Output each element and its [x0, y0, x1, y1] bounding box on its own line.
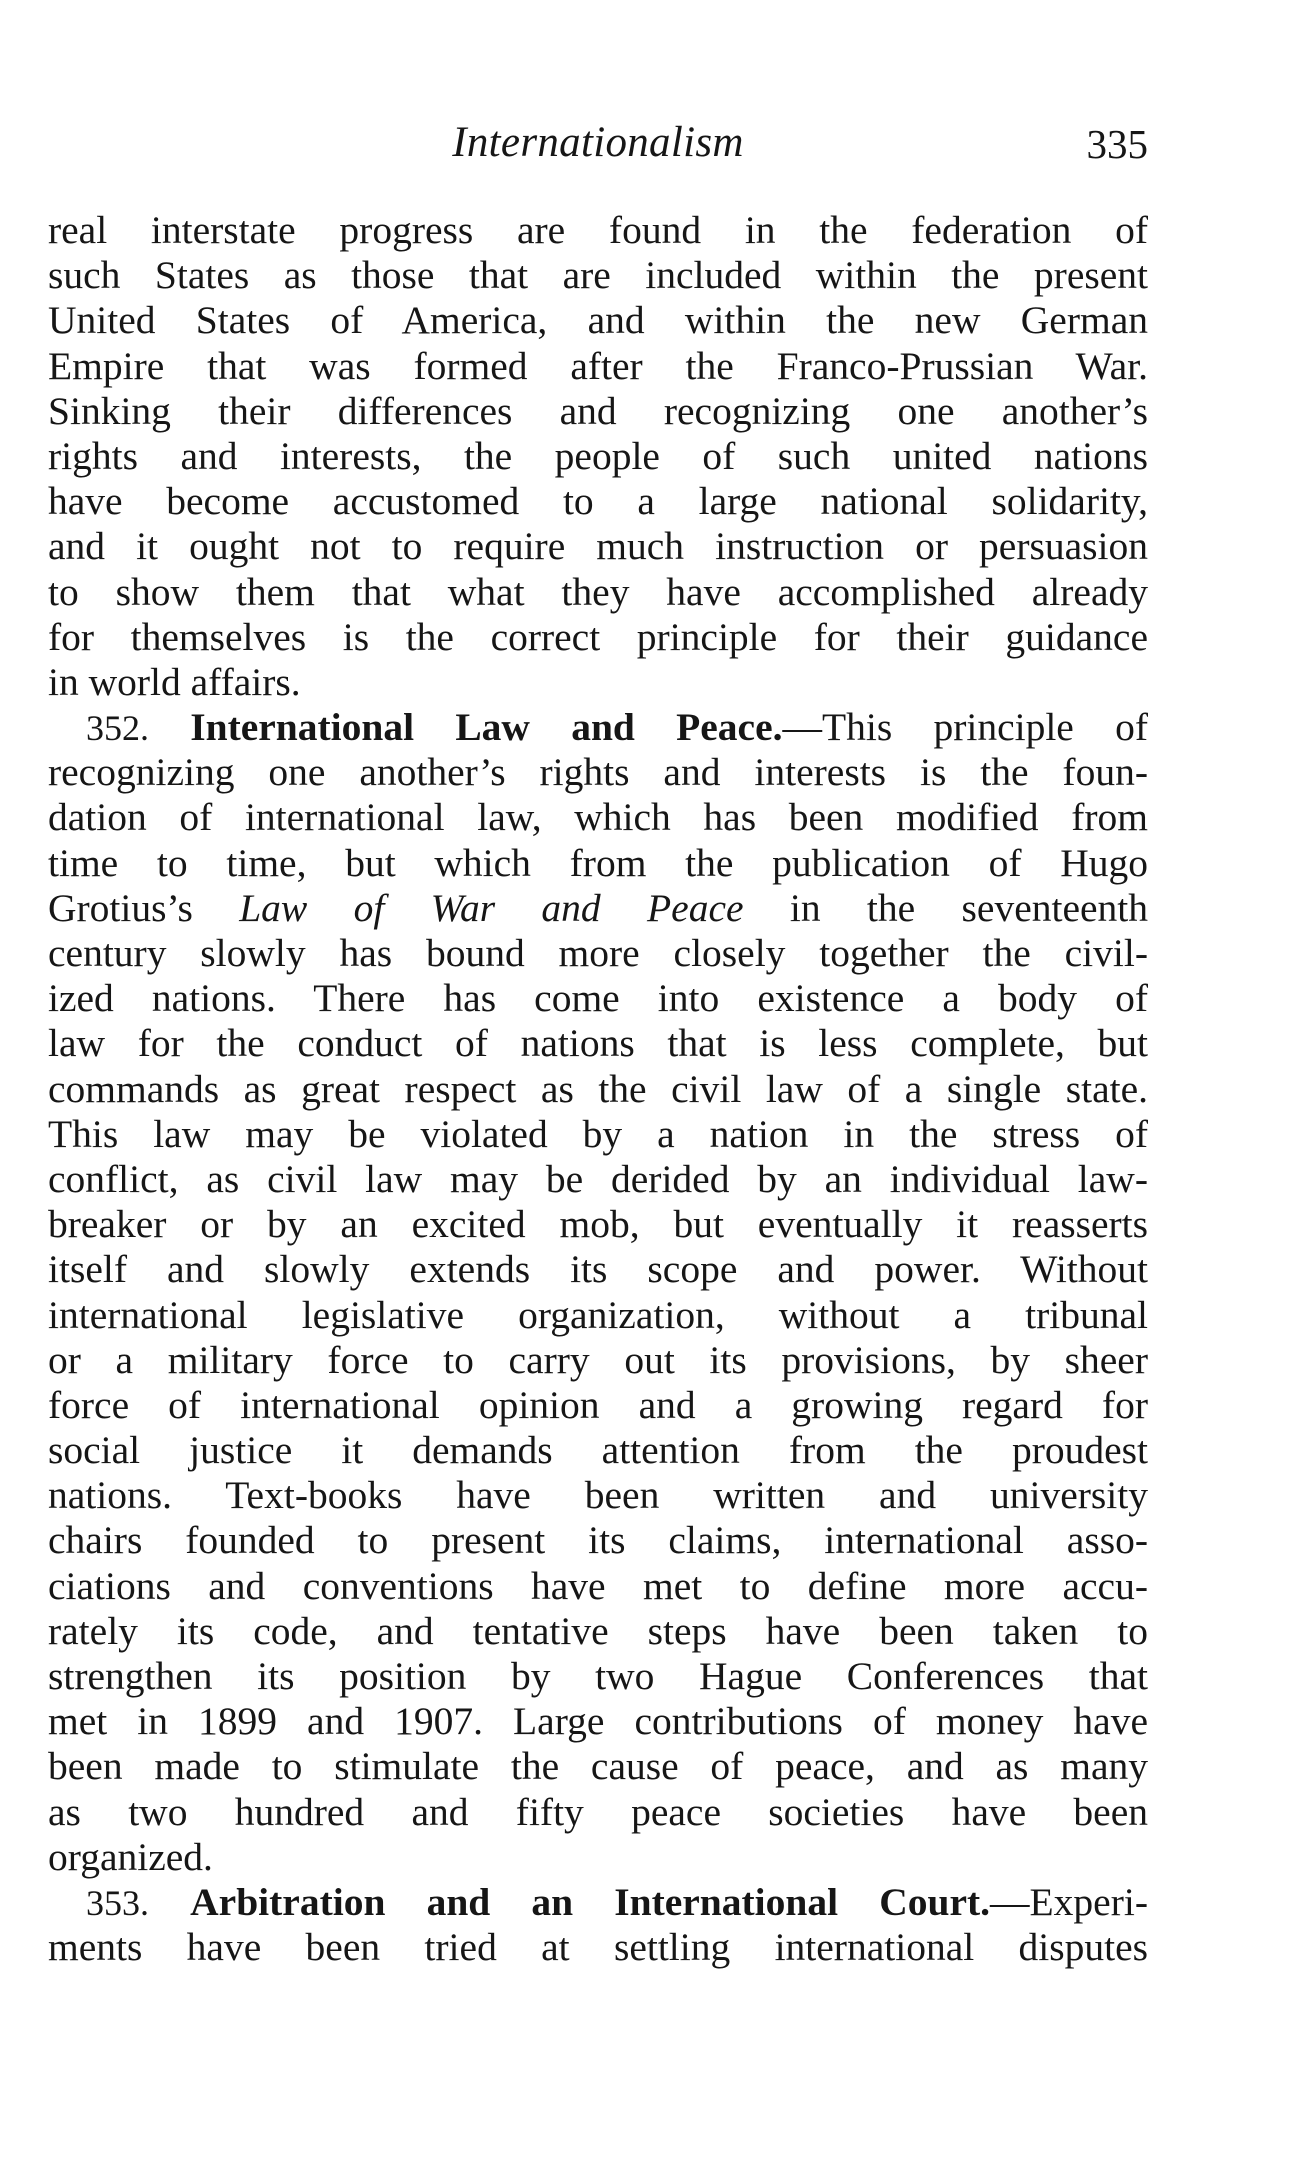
text-line: breaker or by an excited mob, but eventually it reasserts	[48, 1202, 1148, 1247]
text-fragment: in the seventeenth	[743, 885, 1148, 930]
section-title: Arbitration and an International Court.	[190, 1879, 991, 1924]
text-line: real interstate progress are found in the federation of	[48, 208, 1148, 252]
text-line: such States as those that are included within the present	[48, 253, 1148, 298]
text-line: century slowly has bound more closely together the civil-	[48, 931, 1148, 975]
text-line: for themselves is the correct principle for their guidance	[48, 614, 1148, 659]
running-title: Internationalism	[452, 119, 744, 166]
page-header	[48, 118, 1148, 178]
section-353-heading-line	[48, 1880, 1148, 1925]
text-line: international legislative organization, without a tribunal	[48, 1292, 1148, 1337]
text-line: chairs founded to present its claims, international asso-	[48, 1518, 1148, 1563]
text-line: social justice it demands attention from the proudest	[48, 1428, 1148, 1473]
section-lead-text: —This principle of	[782, 705, 1148, 750]
text-line: to show them that what they have accomplished already	[48, 569, 1148, 614]
book-title: Law of War and Peace	[239, 885, 744, 930]
text-line: dation of international law, which has been modified from	[48, 795, 1148, 840]
section-title: International Law and Peace.	[190, 705, 783, 750]
text-line: recognizing one another’s rights and interests is the foun-	[48, 750, 1148, 795]
text-line: law for the conduct of nations that is less complete, but	[48, 1021, 1148, 1066]
text-line: rately its code, and tentative steps have been taken to	[48, 1608, 1148, 1653]
page-number: 335	[1086, 121, 1148, 167]
text-line: rights and interests, the people of such united nations	[48, 433, 1148, 478]
text-line: organized.	[48, 1834, 213, 1879]
text-line: as two hundred and fifty peace societies have been	[48, 1789, 1148, 1834]
text-line: time to time, but which from the publication of Hugo	[48, 840, 1148, 885]
text-line: strengthen its position by two Hague Conferences that	[48, 1654, 1148, 1698]
text-line: in world affairs.	[48, 659, 301, 704]
text-line: been made to stimulate the cause of peace, and as many	[48, 1744, 1148, 1789]
text-line: Empire that was formed after the Franco-Prussian War.	[48, 343, 1148, 388]
text-line: or a military force to carry out its provisions, by sheer	[48, 1337, 1148, 1382]
text-line: force of international opinion and a growing regard for	[48, 1382, 1148, 1427]
text-line: This law may be violated by a nation in the stress of	[48, 1111, 1148, 1156]
text-line: nations. Text-books have been written and university	[48, 1473, 1148, 1518]
text-line: itself and slowly extends its scope and power. Without	[48, 1247, 1148, 1292]
text-fragment: Grotius’s	[48, 885, 240, 930]
text-line: ized nations. There has come into existence a body of	[48, 976, 1148, 1021]
text-line-with-book-title	[48, 886, 1148, 931]
section-number: 353.	[86, 1882, 149, 1923]
text-line: met in 1899 and 1907. Large contributions of money have	[48, 1699, 1148, 1744]
text-line: have become accustomed to a large national solidarity,	[48, 479, 1148, 524]
text-line: Sinking their differences and recognizing one another’s	[48, 388, 1148, 433]
text-line: ments have been tried at settling international disputes	[48, 1925, 1148, 1970]
text-line: ciations and conventions have met to define more accu-	[48, 1563, 1148, 1608]
text-line: commands as great respect as the civil law of a single state.	[48, 1066, 1148, 1111]
text-line: and it ought not to require much instruction or persuasion	[48, 524, 1148, 569]
body-text	[48, 208, 1148, 1970]
section-lead-text: —Experi-	[990, 1879, 1148, 1924]
section-352-heading-line	[48, 705, 1148, 750]
text-line: United States of America, and within the new German	[48, 298, 1148, 343]
text-line: conflict, as civil law may be derided by an individual law-	[48, 1156, 1148, 1201]
section-number: 352.	[86, 708, 149, 749]
